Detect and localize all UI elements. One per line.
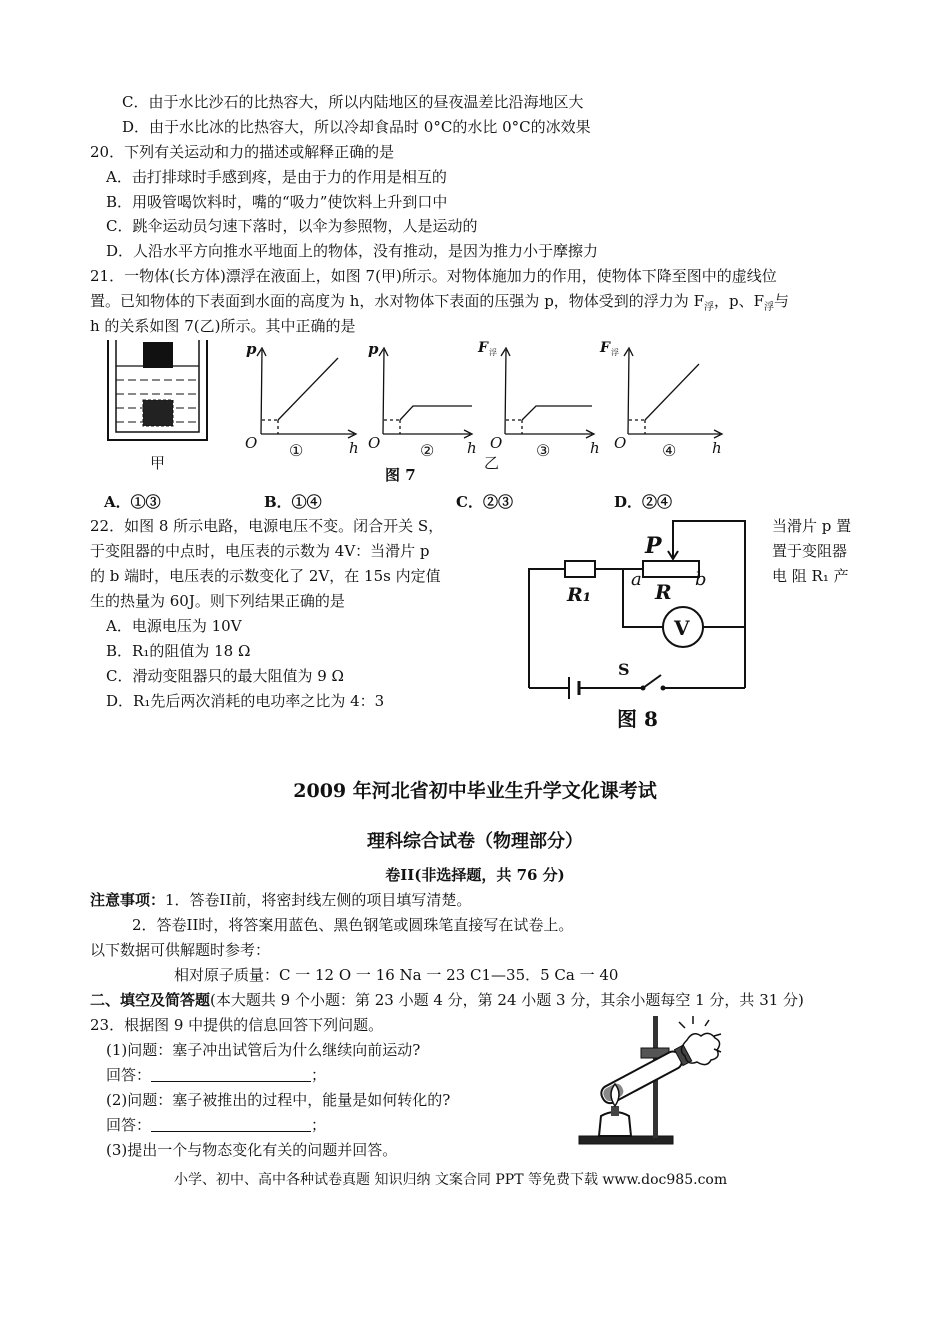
fig7-label-jia: 甲 — [150, 454, 166, 472]
fig7-g1-axis-h: h — [349, 439, 359, 457]
q20-option-d: D．人沿水平方向推水平地面上的物体，没有推动，是因为推力小于摩擦力 — [106, 242, 599, 260]
q23-answer2-blank[interactable] — [151, 1117, 311, 1132]
fig7-graph-3 — [501, 348, 594, 438]
fig7-g3-axis-h: h — [590, 439, 600, 457]
q21-line2-a: 置。已知物体的下表面到水面的高度为 h，水对物体下表面的压强为 p，物体受到的浮力为 F — [90, 292, 704, 310]
reference-data: 相对原子质量：C 一 12 O 一 16 Na 一 23 C1—35．5 Ca 一 40 — [174, 966, 619, 984]
q22-line1: 22．如图 8 所示电路，电源电压不变。闭合开关 S， — [90, 517, 444, 535]
q20-option-c: C．跳伞运动员匀速下落时，以伞为参照物，人是运动的 — [106, 217, 478, 235]
exam-title: 2009 年河北省初中毕业生升学文化课考试 — [293, 780, 657, 802]
exam-subtitle: 理科综合试卷（物理部分） — [367, 831, 583, 852]
fig7-g4-origin: O — [614, 434, 627, 452]
q22-line3-right: 电 阻 R₁ 产 — [772, 567, 849, 585]
q20-option-a: A．击打排球时手感到疼，是由于力的作用是相互的 — [106, 168, 447, 186]
q22-line1-right: 当滑片 p 置 — [772, 517, 852, 535]
q22-line2: 于变阻器的中点时，电压表的示数为 4V：当滑片 p — [90, 542, 430, 560]
section2-heading: 二、填空及简答题 — [90, 991, 211, 1009]
q21-option-c: C．②③ — [456, 493, 513, 511]
fig8-caption: 图 8 — [617, 707, 658, 731]
q21-option-a: A．①③ — [104, 493, 161, 511]
q23-answer1-label: 回答： — [106, 1066, 152, 1084]
q23-stem: 23．根据图 9 中提供的信息回答下列问题。 — [90, 1016, 384, 1034]
fig8-label-r: R — [655, 580, 672, 604]
fig7-g3-axis-F: F — [478, 340, 488, 356]
fig7-graph-4 — [624, 348, 722, 438]
notes-label: 注意事项： — [90, 891, 166, 909]
q22-option-c: C．滑动变阻器只的最大阻值为 9 Ω — [106, 667, 344, 685]
fig8-label-r1: R₁ — [567, 584, 592, 606]
q20-option-b: B．用吸管喝饮料时，嘴的“吸力”使饮料上升到口中 — [106, 193, 448, 211]
fig7-g4-number: ④ — [662, 441, 677, 460]
fig7-g2-origin: O — [368, 434, 381, 452]
q21-option-d: D．②④ — [614, 493, 673, 511]
fig7-g4-axis-F-sub: 浮 — [611, 348, 619, 357]
fig7-g1-origin: O — [245, 434, 258, 452]
q22-line3: 的 b 端时，电压表的示数变化了 2V，在 15s 内定值 — [90, 567, 441, 585]
fig7-g3-number: ③ — [536, 441, 551, 460]
q22-option-d: D．R₁先后两次消耗的电功率之比为 4：3 — [106, 692, 385, 710]
fig7-g2-number: ② — [420, 441, 435, 460]
fig7-g4-axis-h: h — [712, 439, 722, 457]
switch-contact — [661, 686, 666, 691]
fig7-g4-axis-F: F — [600, 340, 610, 356]
q21-line2 — [90, 291, 789, 318]
q22-option-b: B．R₁的阻值为 18 Ω — [106, 642, 251, 660]
fig7-graph-2 — [379, 348, 472, 438]
fig8-label-p: P — [645, 533, 662, 559]
section2-heading-line — [90, 990, 804, 1010]
q23-answer2-label: 回答： — [106, 1116, 152, 1134]
fig7-graph-1 — [257, 348, 356, 438]
q21-line3: h 的关系如图 7(乙)所示。其中正确的是 — [90, 317, 356, 335]
rheostat-r — [643, 561, 699, 577]
q21-line2-c: 与 — [774, 292, 790, 310]
figure-7 — [0, 336, 950, 496]
q23-answer1 — [106, 1065, 326, 1085]
page-footer: 小学、初中、高中各种试卷真题 知识归纳 文案合同 PPT 等免费下载 www.doc985.com — [174, 1172, 728, 1188]
fig7-floating-block — [143, 342, 173, 368]
fig8-label-s: S — [618, 660, 630, 679]
q22-line4: 生的热量为 60J。则下列结果正确的是 — [90, 592, 345, 610]
fig7-label-yi: 乙 — [484, 454, 500, 472]
fig7-caption: 图 7 — [385, 466, 416, 484]
figure-8-circuit — [515, 515, 775, 735]
fig7-g3-axis-F-sub: 浮 — [489, 348, 497, 357]
notes-line1 — [90, 890, 471, 910]
q21-sub-float-2: 浮 — [764, 302, 774, 313]
notes-item1: 1．答卷II前，将密封线左侧的项目填写清楚。 — [165, 891, 472, 909]
fig7-g2-axis-p: p — [368, 340, 379, 358]
switch-pivot — [641, 686, 646, 691]
figure-9-test-tube-stand — [575, 1012, 725, 1152]
volume-heading: 卷II(非选择题，共 76 分) — [385, 866, 565, 884]
fig8-label-v: V — [674, 616, 690, 640]
q23-question1: (1)问题：塞子冲出试管后为什么继续向前运动? — [106, 1041, 421, 1059]
q23-answer1-blank[interactable] — [151, 1067, 311, 1082]
fig8-label-b: b — [695, 569, 707, 590]
q21-line2-b: ，p、F — [713, 292, 764, 310]
q19-option-c: C．由于水比沙石的比热容大，所以内陆地区的昼夜温差比沿海地区大 — [122, 93, 584, 111]
q23-question3: (3)提出一个与物态变化有关的问题并回答。 — [106, 1141, 398, 1159]
reference-intro: 以下数据可供解题时参考： — [90, 941, 271, 959]
fig7-sunk-block-dashed — [143, 400, 173, 426]
fig7-g3-origin: O — [490, 434, 503, 452]
fig8-label-a: a — [631, 569, 642, 590]
fig7-g1-number: ① — [289, 441, 304, 460]
q21-option-b: B．①④ — [264, 493, 322, 511]
resistor-r1 — [565, 561, 595, 577]
fig7-g1-axis-p: p — [246, 340, 257, 358]
section2-detail: (本大题共 9 个小题：第 23 小题 4 分，第 24 小题 3 分，其余小题每空 1 分，共 31 分) — [210, 991, 804, 1009]
q23-answer2-end: ； — [311, 1116, 327, 1134]
q21-line1: 21．一物体(长方体)漂浮在液面上，如图 7(甲)所示。对物体施加力的作用，使物体下降至图中的虚线位 — [90, 267, 777, 285]
q19-option-d: D．由于水比冰的比热容大，所以冷却食品时 0°C的水比 0°C的冰效果 — [122, 118, 591, 136]
q23-answer2 — [106, 1115, 326, 1135]
q22-line2-right: 置于变阻器 — [772, 542, 848, 560]
q23-answer1-end: ； — [311, 1066, 327, 1084]
q23-question2: (2)问题：塞子被推出的过程中，能量是如何转化的? — [106, 1091, 451, 1109]
notes-item2: 2．答卷II时，将答案用蓝色、黑色钢笔或圆珠笔直接写在试卷上。 — [132, 916, 574, 934]
fig7-g2-axis-h: h — [467, 439, 477, 457]
q21-sub-float-1: 浮 — [703, 302, 714, 313]
q20-stem: 20．下列有关运动和力的描述或解释正确的是 — [90, 143, 395, 161]
q22-option-a: A．电源电压为 10V — [106, 617, 242, 635]
